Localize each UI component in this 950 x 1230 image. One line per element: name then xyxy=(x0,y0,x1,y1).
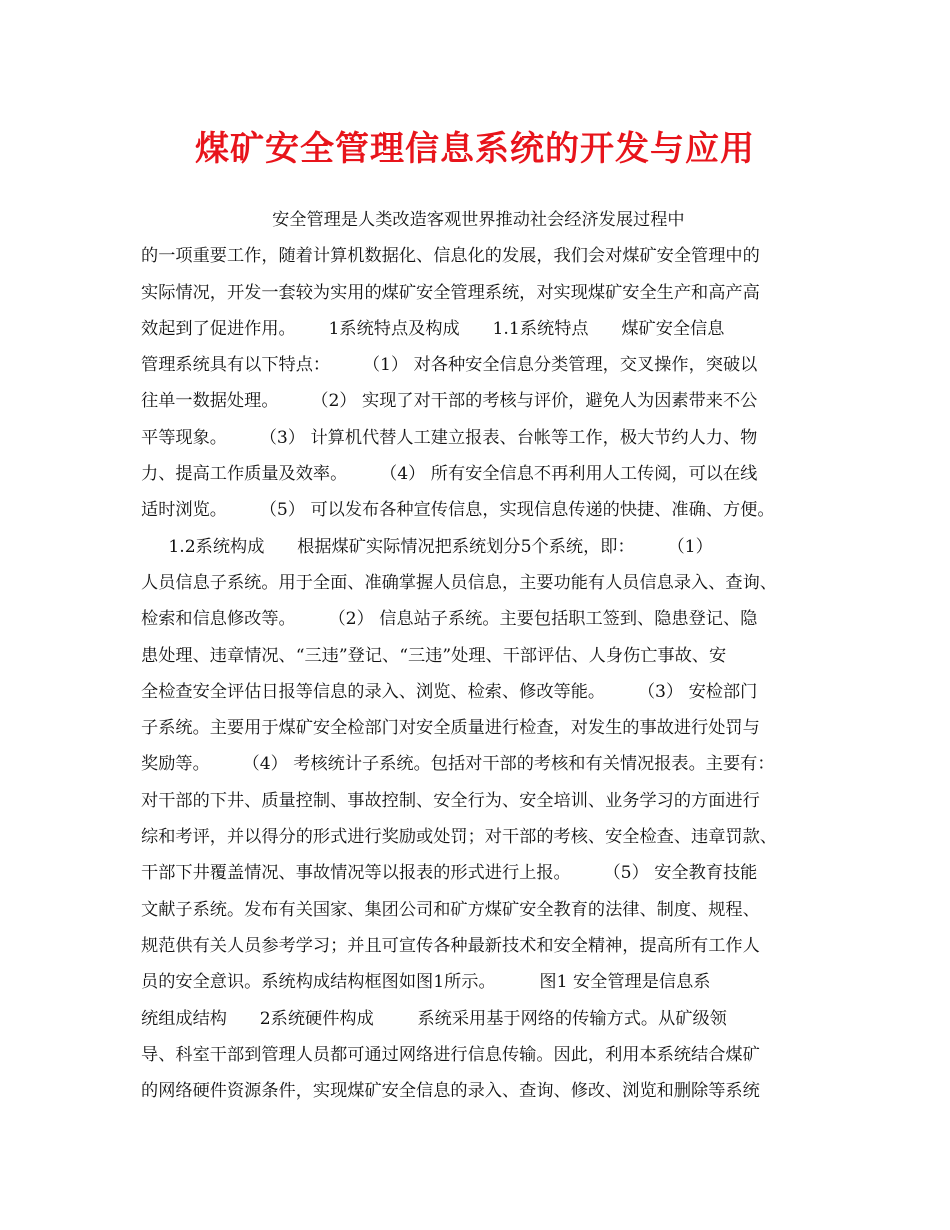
body-line: 安全管理是人类改造客观世界推动社会经济发展过程中 xyxy=(141,210,685,230)
body-line: 人员信息子系统。用于全面、准确掌握人员信息，主要功能有人员信息录入、查询、 xyxy=(141,572,777,593)
body-line: 的一项重要工作，随着计算机数据化、信息化的发展，我们会对煤矿安全管理中的 xyxy=(141,246,760,267)
body-line: 奖励等。 （4） 考核统计子系统。包括对干部的考核和有关情况报表。主要有： xyxy=(141,754,775,775)
body-line: 文献子系统。发布有关国家、集团公司和矿方煤矿安全教育的法律、制度、规程、 xyxy=(141,899,760,920)
body-line: 平等现象。 （3） 计算机代替人工建立报表、台帐等工作，极大节约人力、物 xyxy=(141,427,758,448)
body-line: 检索和信息修改等。 （2） 信息站子系统。主要包括职工签到、隐患登记、隐 xyxy=(141,609,758,630)
body-line: 管理系统具有以下特点： （1） 对各种安全信息分类管理，交叉操作，突破以 xyxy=(141,355,758,376)
body-line: 力、提高工作质量及效率。 （4） 所有安全信息不再利用人工传阅，可以在线 xyxy=(141,464,758,485)
body-line: 对干部的下井、质量控制、事故控制、安全行为、安全培训、业务学习的方面进行 xyxy=(141,790,760,811)
document-body xyxy=(141,202,831,1109)
body-line: 全检查安全评估日报等信息的录入、浏览、检索、修改等能。 （3） 安检部门 xyxy=(141,681,758,702)
body-line: 规范供有关人员参考学习；并且可宣传各种最新技术和安全精神，提高所有工作人 xyxy=(141,935,760,956)
body-line: 适时浏览。 （5） 可以发布各种宣传信息，实现信息传递的快捷、准确、方便。 xyxy=(141,500,775,521)
body-line: 往单一数据处理。 （2） 实现了对干部的考核与评价，避免人为因素带来不公 xyxy=(141,391,758,412)
body-line: 干部下井覆盖情况、事故情况等以报表的形式进行上报。 （5） 安全教育技能 xyxy=(141,863,758,884)
document-title: 煤矿安全管理信息系统的开发与应用 xyxy=(195,129,755,169)
body-line: 的网络硬件资源条件，实现煤矿安全信息的录入、查询、修改、浏览和删除等系统 xyxy=(141,1081,760,1102)
body-line: 综和考评，并以得分的形式进行奖励或处罚；对干部的考核、安全检查、违章罚款、 xyxy=(141,827,777,848)
body-line: 子系统。主要用于煤矿安全检部门对安全质量进行检查，对发生的事故进行处罚与 xyxy=(141,718,760,739)
body-line: 1.2系统构成 根据煤矿实际情况把系统划分5个系统，即： （1） xyxy=(141,536,713,557)
body-line: 效起到了促进作用。 1系统特点及构成 1.1系统特点 煤矿安全信息 xyxy=(141,318,725,339)
body-line: 患处理、违章情况、“三违”登记、“三违”处理、干部评估、人身伤亡事故、安 xyxy=(141,645,727,666)
body-line: 员的安全意识。系统构成结构框图如图1所示。 图1 安全管理是信息系 xyxy=(141,972,711,993)
body-line: 导、科室干部到管理人员都可通过网络进行信息传输。因此，利用本系统结合煤矿 xyxy=(141,1044,760,1065)
body-line: 实际情况，开发一套较为实用的煤矿安全管理系统，对实现煤矿安全生产和高产高 xyxy=(141,282,760,303)
body-line: 统组成结构 2系统硬件构成 系统采用基于网络的传输方式。从矿级领 xyxy=(141,1008,727,1029)
